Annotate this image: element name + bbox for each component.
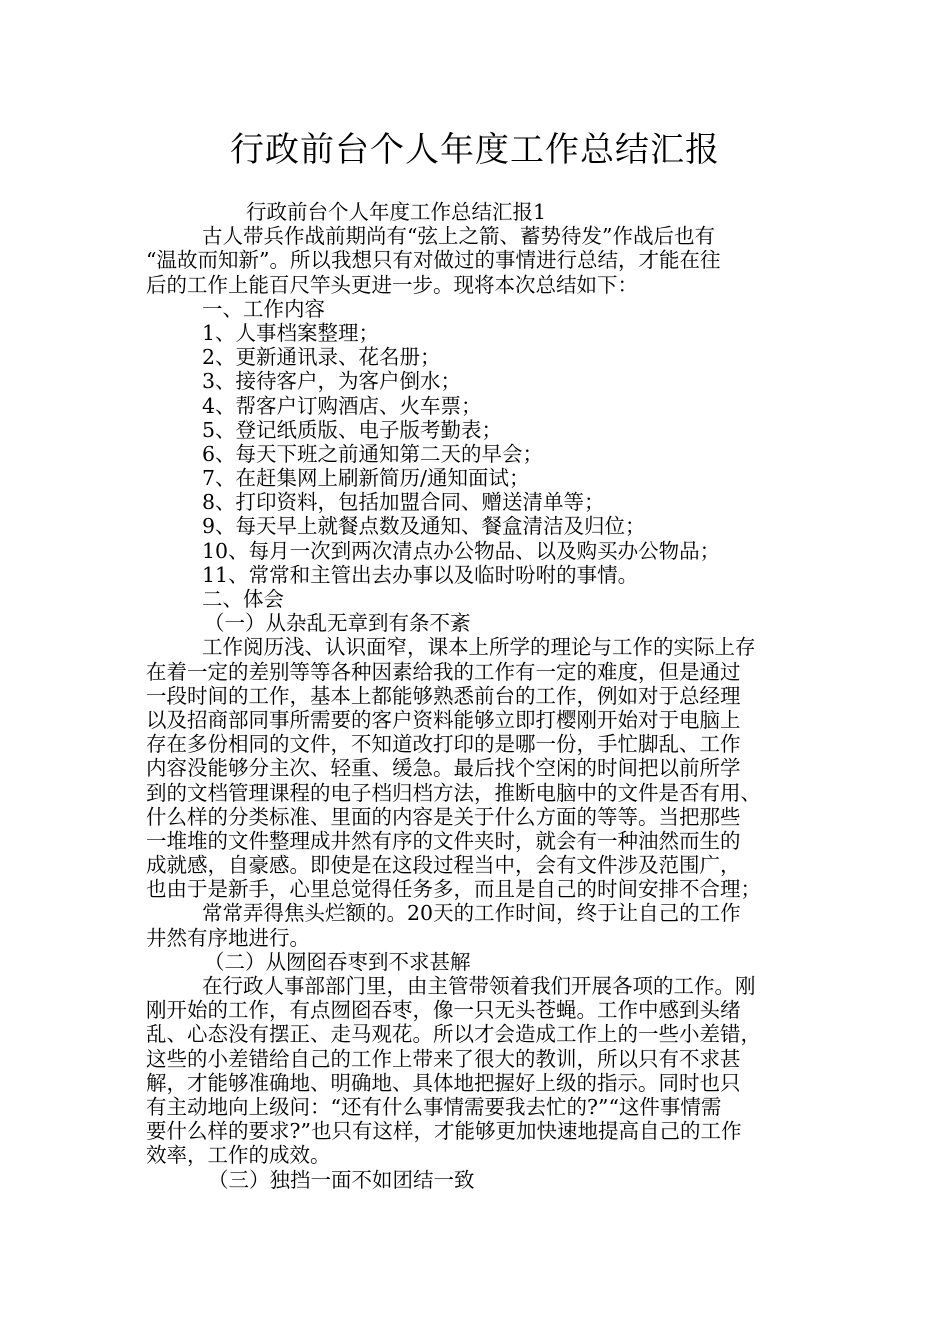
text-line: 乱、心态没有摆正、走马观花。所以才会造成工作上的一些小差错， (146, 1022, 761, 1047)
text-line: 行政前台个人年度工作总结汇报1 (246, 200, 547, 224)
document-title: 行政前台个人年度工作总结汇报 (230, 130, 720, 170)
text-line: （一）从杂乱无章到有条不紊 (204, 611, 471, 636)
text-line: 什么样的分类标准、里面的内容是关于什么方面的等等。当把那些 (146, 804, 741, 829)
text-line: 在行政人事部部门里，由主管带领着我们开展各项的工作。刚 (202, 974, 756, 998)
text-line: 4、帮客户订购酒店、火车票； (202, 393, 482, 418)
text-line: 效率，工作的成效。 (146, 1143, 331, 1168)
text-line: 要什么样的要求?”也只有这样，才能够更加快速地提高自己的工作 (146, 1119, 742, 1144)
text-line: 3、接待客户，为客户倒水； (202, 369, 462, 394)
text-line: 也由于是新手，心里总觉得任务多，而且是自己的时间安排不合理； (146, 877, 761, 902)
text-line: 5、登记纸质版、电子版考勤表； (202, 417, 503, 442)
text-line: 后的工作上能百尺竿头更进一步。现将本次总结如下： (146, 272, 638, 297)
text-line: 刚开始的工作，有点囫囵吞枣，像一只无头苍蝇。工作中感到头绪 (146, 998, 741, 1023)
text-line: 解，才能够准确地、明确地、具体地把握好上级的指示。同时也只 (146, 1070, 741, 1095)
text-line: 1、人事档案整理； (202, 320, 380, 345)
text-line: “温故而知新”。所以我想只有对做过的事情进行总结，才能在往 (146, 248, 721, 273)
text-line: 7、在赶集网上刷新简历/通知面试； (202, 466, 530, 491)
text-line: 常常弄得焦头烂额的。20天的工作时间，终于让自己的工作 (202, 901, 741, 926)
text-line: 一堆堆的文件整理成井然有序的文件夹时，就会有一种油然而生的 (146, 828, 741, 853)
text-line: （二）从囫囵吞枣到不求甚解 (204, 949, 471, 974)
text-line: 一段时间的工作，基本上都能够熟悉前台的工作，例如对于总经理 (146, 683, 741, 708)
text-line: 8、打印资料，包括加盟合同、赠送清单等； (202, 490, 605, 515)
document-body (146, 200, 814, 1192)
text-line: 10、每月一次到两次清点办公物品、以及购买办公物品； (202, 538, 721, 563)
text-line: 古人带兵作战前期尚有“弦上之箭、蓄势待发”作战后也有 (202, 224, 715, 249)
text-line: 成就感，自豪感。即使是在这段过程当中，会有文件涉及范围广， (146, 853, 741, 878)
text-line: 二、体会 (202, 587, 284, 611)
text-line: （三）独挡一面不如团结一致 (208, 1167, 475, 1192)
text-line: 存在多份相同的文件，不知道改打印的是哪一份，手忙脚乱、工作 (146, 732, 741, 757)
text-line: 9、每天早上就餐点数及通知、餐盒清洁及归位； (202, 514, 646, 539)
text-line: 内容没能够分主次、轻重、缓急。最后找个空闲的时间把以前所学 (146, 756, 741, 781)
text-line: 2、更新通讯录、花名册； (202, 345, 441, 370)
text-line: 工作阅历浅、认识面窄，课本上所学的理论与工作的实际上存 (202, 635, 756, 660)
text-line: 到的文档管理课程的电子档归档方法，推断电脑中的文件是否有用、 (146, 780, 761, 805)
text-line: 11、常常和主管出去办事以及临时吩咐的事情。 (202, 562, 639, 587)
text-line: 在着一定的差别等等各种因素给我的工作有一定的难度，但是通过 (146, 659, 741, 684)
text-line: 有主动地向上级问：“还有什么事情需要我去忙的?”“这件事情需 (146, 1094, 722, 1119)
text-line: 井然有序地进行。 (146, 925, 310, 950)
text-line: 以及招商部同事所需要的客户资料能够立即打樱刚开始对于电脑上 (146, 707, 741, 732)
text-line: 一、工作内容 (202, 296, 325, 321)
text-line: 这些的小差错给自己的工作上带来了很大的教训，所以只有不求甚 (146, 1046, 741, 1071)
text-line: 6、每天下班之前通知第二天的早会； (202, 441, 544, 466)
